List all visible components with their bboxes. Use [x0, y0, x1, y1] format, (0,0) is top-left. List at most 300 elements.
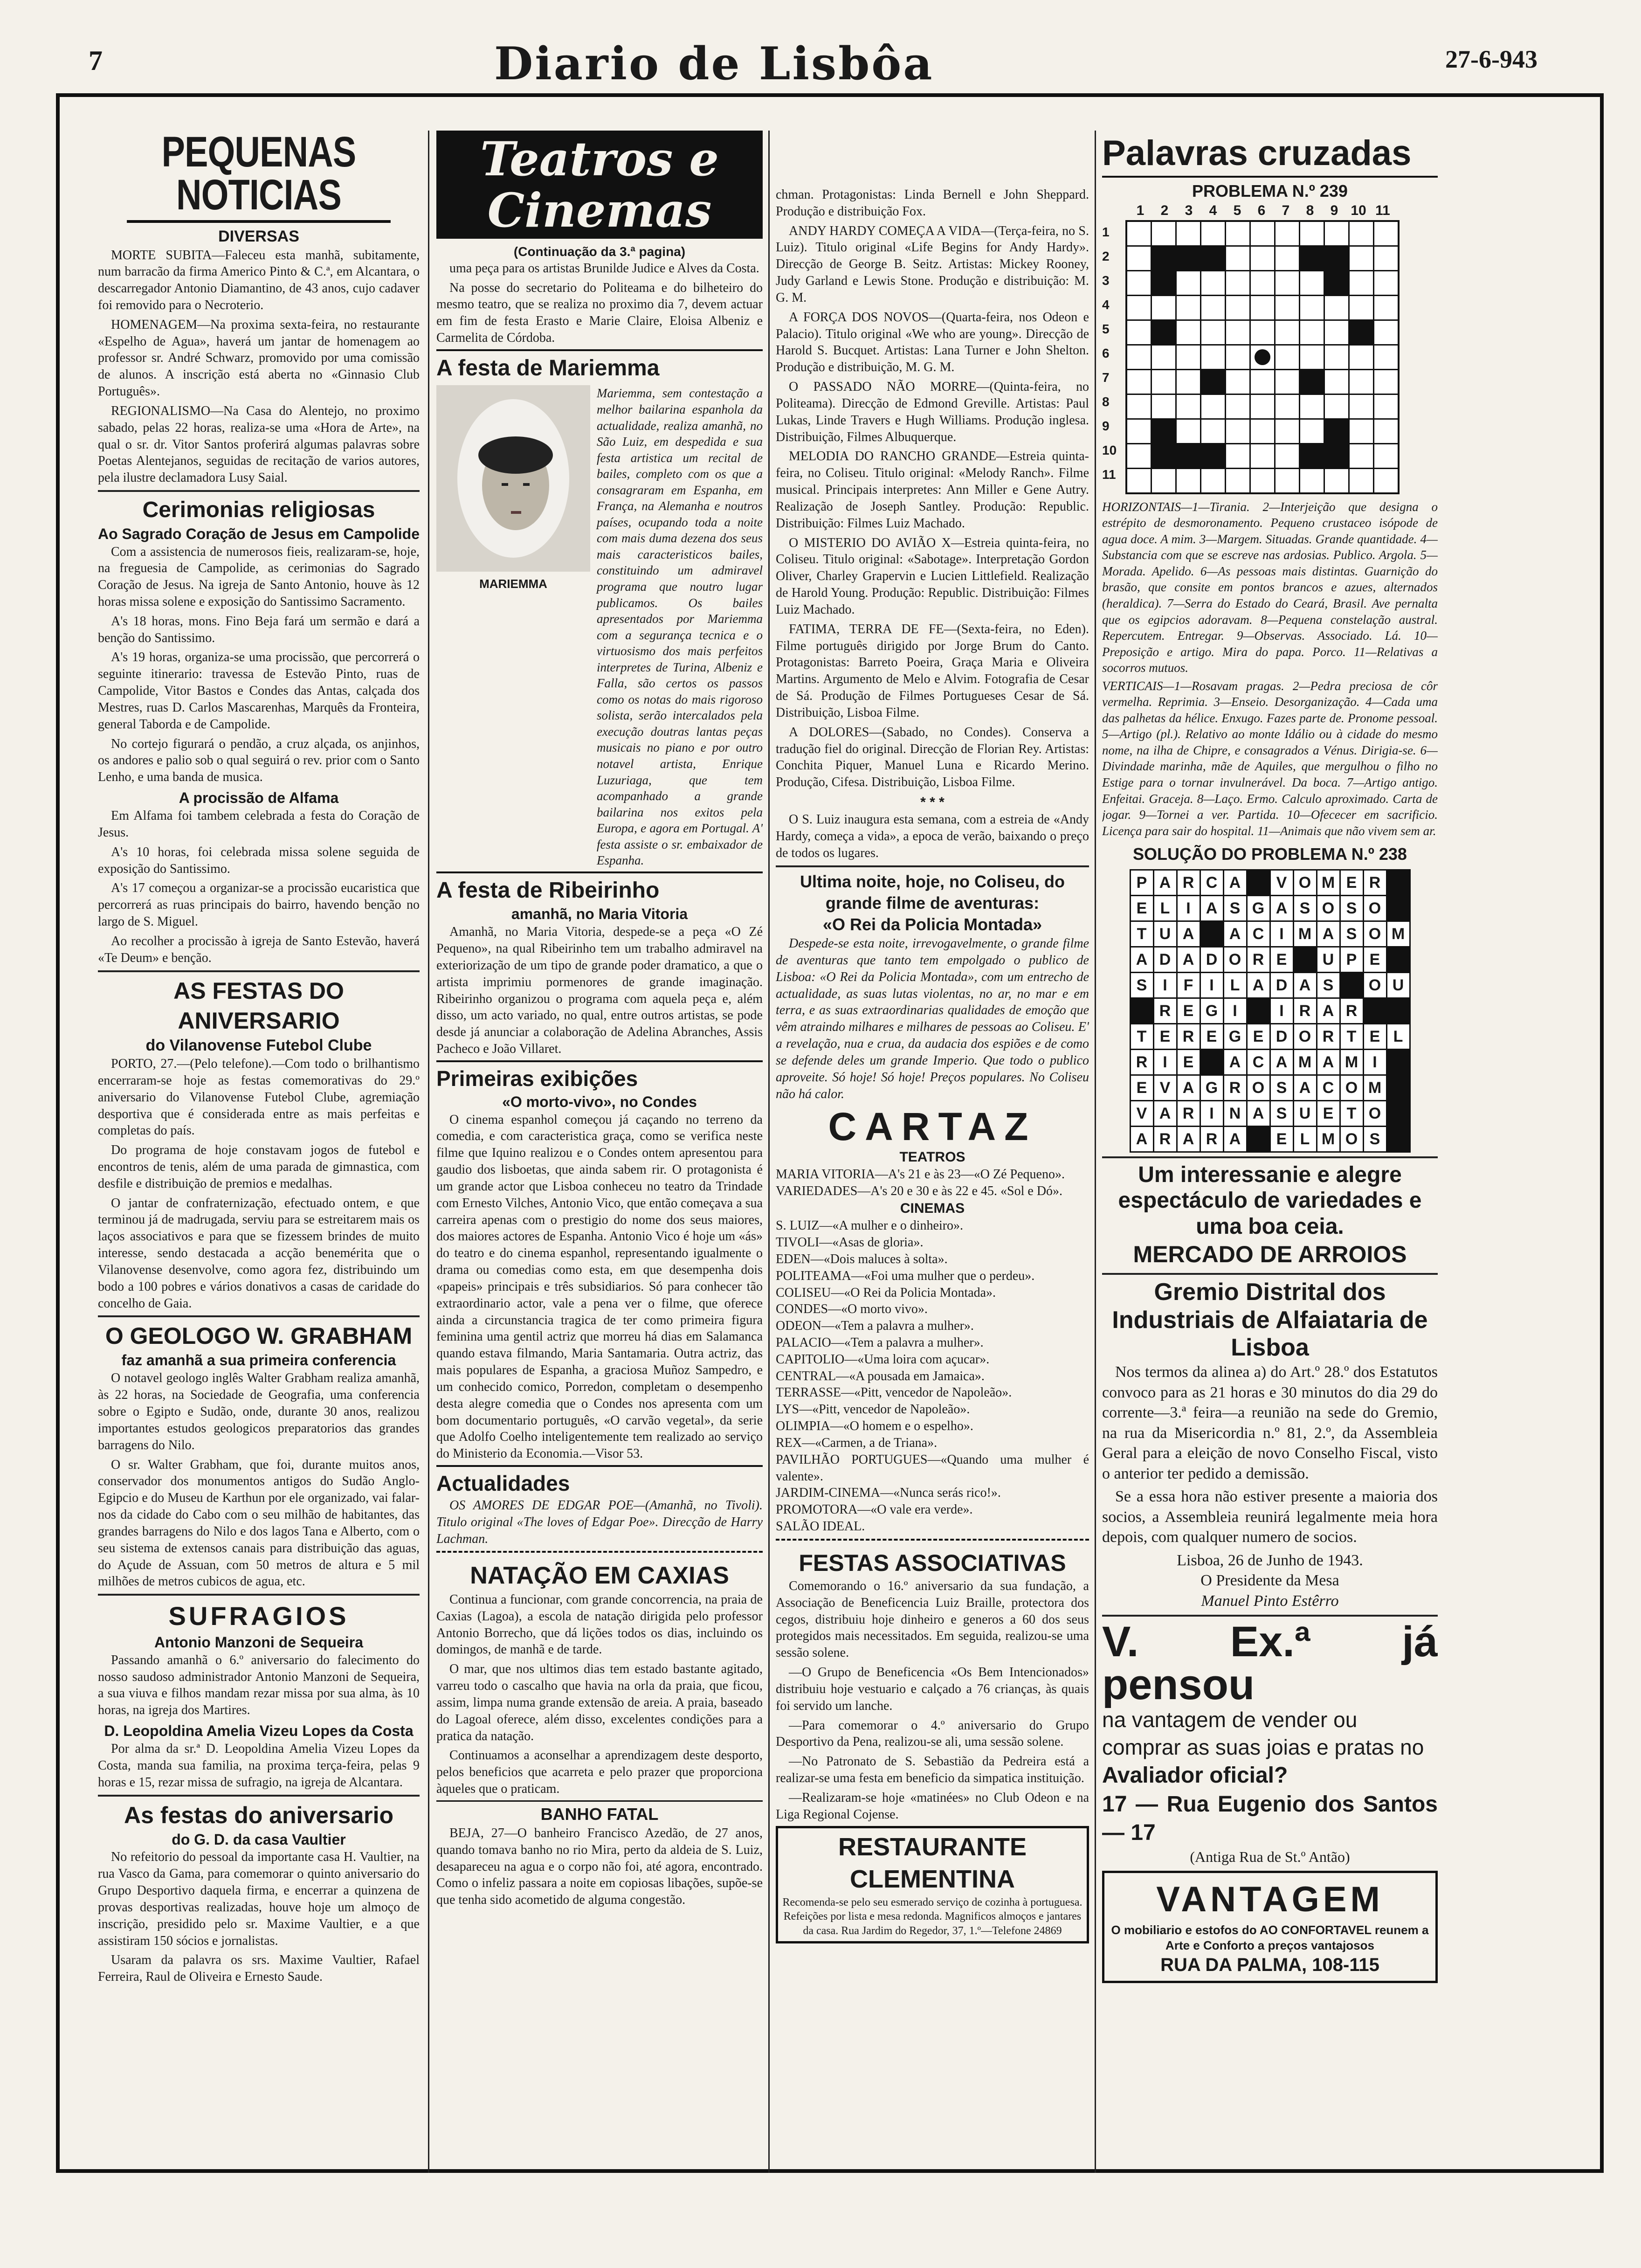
solution-cell: [1386, 946, 1411, 973]
crossword-cell: [1251, 469, 1274, 492]
article-headline: AS FESTAS DO ANIVERSARIO: [173, 977, 344, 1034]
solution-cell: A: [1223, 1049, 1248, 1076]
column-number: 2: [1160, 203, 1169, 219]
solution-cell: S: [1316, 972, 1341, 999]
solution-cell: [1246, 1126, 1271, 1153]
solution-cell: [1246, 869, 1271, 896]
listing-item: SALÃO IDEAL.: [776, 1519, 865, 1534]
divider: [1102, 1156, 1438, 1158]
crossword-cell: [1276, 469, 1299, 492]
solution-cell: A: [1176, 1074, 1201, 1101]
solution-cell: R: [1153, 997, 1178, 1024]
notice-paragraph: Nos termos da alinea a) do Art.º 28.º dos Estatutos convoco para as 21 horas e 30 minutos do dia 29 do corrente—3.ª feira—a reunião na sede do Gremio, na rua da Misericordia n.º 81, 2.º, da Assembleia Geral para a eleição de novo Conselho Fiscal, visto o anterior ter pedido a demissão.: [1102, 1363, 1438, 1482]
listing-item: EDEN—«Dois maluces à solta».: [776, 1252, 948, 1266]
article-paragraph: O mar, que nos ultimos dias tem estado bastante agitado, varreu todo o cascalho que havia na orla da praia, que ficou, assim, limpa numa grande extensão de areia. A praia, baseado do Lagoal oferece, além disso, excelentes condições para a pratica da natação.: [436, 1662, 763, 1743]
row-number: 11: [1102, 467, 1116, 482]
crossword-cell: [1127, 222, 1151, 245]
listing-item: COLISEU—«O Rei da Policia Montada».: [776, 1285, 996, 1300]
solution-cell: A: [1176, 920, 1201, 947]
divider: [436, 1551, 763, 1556]
crossword-cell: [1201, 271, 1225, 295]
crossword-cell: [1127, 469, 1151, 492]
solution-cell: S: [1363, 1126, 1387, 1153]
article-paragraph: Comemorando o 16.º aniversario da sua fundação, a Associação de Beneficencia Luiz Braille, protectora dos cegos, distribuiu hoje dinheiro e generos a 60 dos seus protegidos mais necessitados. Em seguida, realizou-se uma sessão solene.: [776, 1578, 1089, 1660]
crossword-cell: [1325, 321, 1348, 344]
solution-cell: R: [1200, 1126, 1224, 1153]
article-subheadline: Ao Sagrado Coração de Jesus em Campolide: [98, 525, 420, 542]
solution-cell: R: [1223, 1074, 1248, 1101]
solution-cell: [1386, 997, 1411, 1024]
solution-cell: [1293, 946, 1317, 973]
crossword-cell: [1276, 321, 1299, 344]
crossword-cell: [1226, 395, 1249, 418]
solution-cell: E: [1339, 869, 1364, 896]
film-entry: ANDY HARDY COMEÇA A VIDA—(Terça-feira, no S. Luiz). Titulo original «Life Begins for Andy Hardy». Direcção de George B. Seitz. Artistas: Mickey Rooney, Judy Garland e Lewis Stone. Produção e distribuição: M. G. M.: [776, 223, 1089, 305]
article-paragraph: —O Grupo de Beneficencia «Os Bem Intencionados» distribuiu hoje vestuario e calçado a 76 crianças, às quais foi servido um lanche.: [776, 1665, 1089, 1713]
cartaz-subtitle: TEATROS: [899, 1149, 965, 1165]
solution-cell: E: [1153, 1023, 1178, 1050]
solution-cell: N: [1223, 1100, 1248, 1127]
solution-cell: A: [1223, 1126, 1248, 1153]
solution-cell: O: [1363, 972, 1387, 999]
row-number: 6: [1102, 346, 1110, 360]
column-number: 4: [1209, 203, 1217, 219]
column-divider: [428, 131, 429, 2173]
article-paragraph: A's 17 começou a organizar-se a procissão eucaristica que percorrerá as ruas principais do bairro, havendo benção no largo de S. Miguel.: [98, 881, 420, 929]
solution-cell: O: [1316, 895, 1341, 922]
solution-cell: T: [1130, 920, 1154, 947]
listing-item: LYS—«Pitt, vencedor de Napoleão».: [776, 1402, 970, 1417]
solution-cell: O: [1223, 946, 1248, 973]
solution-cell: S: [1339, 895, 1364, 922]
solution-cell: R: [1153, 1126, 1178, 1153]
crossword-cell: [1300, 370, 1324, 394]
crossword-cell: [1152, 296, 1175, 319]
solution-cell: L: [1386, 1023, 1411, 1050]
crossword-cell: [1325, 444, 1348, 468]
solution-cell: O: [1363, 920, 1387, 947]
listing-item: VARIEDADES—A's 20 e 30 e às 22 e 45. «Sol e Dó».: [776, 1183, 1063, 1198]
article-paragraph: A's 19 horas, organiza-se uma procissão, que percorrerá o seguinte itinerario: travessa de Estevão Pinto, ruas de Campolide, Vitor Bastos e Condes das Antas, calçada dos Mestres, ruas D. Carlos Mascarenhas, Marquês da Fronteira, general Taborda e de Campolide.: [98, 650, 420, 732]
solution-cell: T: [1339, 1023, 1364, 1050]
solution-cell: S: [1293, 895, 1317, 922]
solution-cell: A: [1176, 946, 1201, 973]
solution-cell: T: [1130, 1023, 1154, 1050]
solution-title: SOLUÇÃO DO PROBLEMA N.º 238: [1133, 844, 1407, 864]
crossword-cell: [1350, 395, 1373, 418]
column-divider: [768, 131, 770, 2173]
crossword-cell: [1374, 222, 1398, 245]
divider: [776, 1539, 1089, 1544]
listing-item: MARIA VITORIA—A's 21 e às 23—«O Zé Pequeno».: [776, 1167, 1065, 1182]
photo-block: [436, 385, 590, 868]
solution-cell: R: [1363, 869, 1387, 896]
divider: [776, 865, 1089, 867]
solution-cell: G: [1246, 895, 1271, 922]
puzzle-area: [1102, 220, 1438, 494]
film-entry: O MISTERIO DO AVIÃO X—Estreia quinta-feira, no Coliseu. Titulo original: «Sabotage». Interpretação Gordon Oliver, Charley Grapervin e Lucien Littlefield. Realização de Harold Young. Produção: Republic. Distribuição: Filmes Luiz Machado.: [776, 535, 1089, 617]
issue-date: 27-6-943: [1445, 45, 1538, 73]
divider: [1102, 1615, 1438, 1617]
solution-cell: M: [1363, 1074, 1387, 1101]
crossword-cell: [1251, 395, 1274, 418]
solution-cell: O: [1363, 1100, 1387, 1127]
solution-cell: L: [1153, 895, 1178, 922]
solution-cell: D: [1153, 946, 1178, 973]
crossword-cell: [1127, 395, 1151, 418]
solution-cell: R: [1293, 997, 1317, 1024]
crossword-cell: [1201, 321, 1225, 344]
solution-cell: D: [1269, 972, 1294, 999]
mariemma-block: [436, 385, 763, 868]
crossword-cell: [1152, 370, 1175, 394]
article-paragraph: Usaram da palavra os srs. Maxime Vaultier, Rafael Ferreira, Raul de Oliveira e Ernesto Saude.: [98, 1953, 420, 1984]
crossword-cell: [1226, 370, 1249, 394]
crossword-cell: [1251, 271, 1274, 295]
solution-cell: [1386, 1100, 1411, 1127]
crossword-cell: [1350, 444, 1373, 468]
solution-cell: V: [1269, 869, 1294, 896]
solution-cell: E: [1130, 895, 1154, 922]
article-paragraph: MORTE SUBITA—Faleceu esta manhã, subitamente, num barracão da firma Americo Pinto & C.ª, em Alcantara, o descarregador Antonio Diamantino, de 43 anos, cujo cadaver foi removido para o Necroterio.: [98, 248, 420, 312]
crossword-cell: [1300, 271, 1324, 295]
film-entry: MELODIA DO RANCHO GRANDE—Estreia quinta-feira, no Coliseu. Titulo original: «Melody Ranch». Filme musical. Principais interpretes: Ann Miller e Gene Autry. Realização de Joseph Santley. Produção: Republic. Distribuição: Filmes Luiz Machado.: [776, 449, 1089, 531]
row-number: 4: [1102, 297, 1110, 312]
solution-cell: M: [1339, 1049, 1364, 1076]
solution-cell: I: [1200, 972, 1224, 999]
ad-headline: V. Ex.ª já pensou: [1102, 1618, 1438, 1709]
solution-cell: A: [1153, 869, 1178, 896]
solution-cell: [1386, 869, 1411, 896]
article-headline: SUFRAGIOS: [168, 1601, 349, 1631]
crossword-cell: [1177, 444, 1200, 468]
row-number: 10: [1102, 443, 1117, 457]
article-headline: BANHO FATAL: [436, 1800, 763, 1825]
crossword-cell: [1276, 370, 1299, 394]
solution-cell: R: [1316, 1023, 1341, 1050]
listing-item: OLIMPIA—«O homem e o espelho».: [776, 1419, 973, 1434]
crossword-cell: [1226, 271, 1249, 295]
crossword-cell: [1350, 222, 1373, 245]
article-headline: Primeiras exibições: [436, 1060, 763, 1093]
article-subheadline: faz amanhã a sua primeira conferencia: [121, 1352, 396, 1369]
crossword-cell: [1325, 346, 1348, 369]
crossword-cell: [1177, 321, 1200, 344]
crossword-cell: [1226, 444, 1249, 468]
article-paragraph: O sr. Walter Grabham, que foi, durante muitos anos, conservador dos monumentos antigos do Sudão Anglo-Egipcio e do Museu de Karthun por ele organizado, vai falar-nos da cidade do Cabo com o seu milhão de habitantes, das grandes barragens do Nilo e dos lagos Tana e Alberto, com o seu sistema de extensos canais para distribuição das aguas, do Açude de Assuan, com 50 metros de altura e 5 mil milhões de metros cubicos de agua, etc.: [98, 1457, 420, 1589]
notice-date: Lisboa, 26 de Junho de 1943.: [1177, 1551, 1363, 1569]
crossword-cell: [1325, 296, 1348, 319]
column-number: 10: [1351, 203, 1366, 219]
column-number: 11: [1375, 203, 1390, 219]
solution-cell: A: [1316, 997, 1341, 1024]
solution-cell: E: [1363, 1023, 1387, 1050]
article-paragraph: —No Patronato de S. Sebastião da Pedreira está a realizar-se uma festa em beneficio da simpatica instituição.: [776, 1754, 1089, 1786]
film-entry: A DOLORES—(Sabado, no Condes). Conserva a tradução fiel do original. Direcção de Florian Rey. Artistas: Conchita Piquer, Manuel Luna e Ricardo Merino. Produção, Cifesa. Distribuição, Lisboa Filme.: [776, 725, 1089, 790]
article-paragraph: BEJA, 27—O banheiro Francisco Azedão, de 27 anos, quando tomava banho no rio Mira, perto da aldeia de S. Luiz, desapareceu na agua e o corpo não foi, até agora, encontrado. Como o infeliz passara a noite em copiosas libações, supõe-se que tenha sido acometido de alguma congestão.: [436, 1825, 763, 1908]
crossword-cell: [1152, 247, 1175, 270]
crossword-cell: [1152, 395, 1175, 418]
article-paragraph: Em Alfama foi tambem celebrada a festa do Coração de Jesus.: [98, 809, 420, 840]
crossword-cell: [1325, 222, 1348, 245]
crossword-cell: [1201, 296, 1225, 319]
crossword-cell: [1374, 469, 1398, 492]
row-number: 2: [1102, 249, 1110, 263]
listing-item: JARDIM-CINEMA—«Nunca serás rico!».: [776, 1486, 1001, 1500]
article-paragraph: OS AMORES DE EDGAR POE—(Amanhã, no Tivoli). Titulo original «The loves of Edgar Poe». Direcção de Harry Lachman.: [436, 1498, 763, 1546]
solution-cell: E: [1316, 1100, 1341, 1127]
ad-arroios: MERCADO DE ARROIOS: [1133, 1241, 1407, 1267]
article-paragraph: No cortejo figurará o pendão, a cruz alçada, os anjinhos, os andores e palio sob o qual seguirá o rev. prior com o Santo Lenho, e uma banda de musica.: [98, 736, 420, 785]
listing-item: CAPITOLIO—«Uma loira com açucar».: [776, 1352, 990, 1367]
divider: [98, 1594, 420, 1596]
crossword-cell: [1201, 370, 1225, 394]
solution-cell: E: [1246, 1023, 1271, 1050]
solution-cell: I: [1153, 1049, 1178, 1076]
divider: [98, 490, 420, 492]
crossword-cell: [1300, 420, 1324, 443]
crossword-cell: [1350, 346, 1373, 369]
article-paragraph: HOMENAGEM—Na proxima sexta-feira, no restaurante «Espelho de Agua», haverá um jantar de homenagem ao professor sr. André Schwarz, promovido por uma comissão de alunos. A inscrição está aberta no «Ginnasio Club Português».: [98, 317, 420, 399]
crossword-cell: [1325, 271, 1348, 295]
column-number: 7: [1282, 203, 1290, 219]
crossword-cell: [1152, 321, 1175, 344]
crossword-cell: [1300, 346, 1324, 369]
solution-cell: C: [1316, 1074, 1341, 1101]
crossword-cell: [1201, 395, 1225, 418]
crossword-cell: [1300, 222, 1324, 245]
article-paragraph: O cinema espanhol começou já caçando no terreno da comedia, e com caracteristica graça, como se verifica neste filme que Iquino realizou e o Condes ontem apresentou para gaudio dos lisboetas, que ainda sabem rir. O protagonista é um grande actor que Lisboa conheceu no teatro da Trindade com Ernesto Vilches, Antonio Vico, que então começava a sua carreira apenas com o prestigio do nome dos seus maiores, dos maiores actores de Espanha. Antonio Vico é hoje um «ás» do teatro e do cinema espanhol, representando igualmente o drama ou comedias como esta, em que desempenha dois «papeis» principais e três subsidiarios. Só para conhecer tão extraordinario actor, vale a pena ver o filme, que oferece ainda a circunstancia tragica de ter como primeira figura feminina uma gentil actriz que morreu há dias em Salamanca quando estava filmando, Maria Santamaria. Outra actriz, das mais populares de Espanha, a graciosa Muñoz Sampedro, e um conhecido comico, Porredon, completam o desempenho desta alegre comedia que o Condes nos apresenta com um bom documentario português, «O carvão vegetal», da serie que Adolfo Coelho inteligentemente tem realizado ao serviço do Ministerio da Economia.—Visor 53.: [436, 1112, 763, 1461]
section-header: Palavras cruzadas: [1102, 131, 1438, 178]
crossword-cell: [1374, 420, 1398, 443]
solution-cell: [1200, 920, 1224, 947]
crossword-cell: [1201, 222, 1225, 245]
crossword-cell: [1350, 296, 1373, 319]
crossword-cell: [1201, 247, 1225, 270]
solution-cell: G: [1200, 997, 1224, 1024]
crossword-cell: [1152, 271, 1175, 295]
film-entry: O PASSADO NÃO MORRE—(Quinta-feira, no Politeama). Direcção de Edmond Greville. Artistas: Paul Lukas, Linde Travers e Hugh Williams. Produção inglesa. Distribuição, Filmes Albuquerque.: [776, 380, 1089, 444]
film-entry: chman. Protagonistas: Linda Bernell e John Sheppard. Produção e distribuição Fox.: [776, 187, 1089, 219]
listing-item: PAVILHÃO PORTUGUES—«Quando uma mulher é valente».: [776, 1452, 1089, 1484]
notice-paragraph: Se a essa hora não estiver presente a maioria dos socios, a Assembleia reunirá legalmente meia hora depois, com qualquer numero de socios.: [1102, 1488, 1438, 1546]
continuation-note: (Continuação da 3.ª pagina): [513, 244, 686, 259]
crossword-cell: [1325, 247, 1348, 270]
article-paragraph: —Para comemorar o 4.º aniversario do Grupo Desportivo da Pena, realizou-se ali, uma sessão solene.: [776, 1718, 1089, 1749]
solution-cell: E: [1130, 1074, 1154, 1101]
solution-cell: I: [1269, 920, 1294, 947]
crossword-cell: [1152, 222, 1175, 245]
solution-cell: A: [1246, 972, 1271, 999]
solution-cell: O: [1339, 1126, 1364, 1153]
crossword-cell: [1350, 271, 1373, 295]
solution-cell: M: [1293, 920, 1317, 947]
clues-vertical: VERTICAIS—1—Rosavam pragas. 2—Pedra preciosa de côr vermelha. Reprimia. 3—Enseio. Desorganização. 4—Cada uma das palhetas da hélice. Enxugo. Fazes parte de. Pronome pessoal. 5—Artigo (pl.). Relativo ao monte Idálio ou à cidade do mesmo nome, na ilha de Chipre, e consagrados a Vénus. Dirigia-se. 6—Divindade marinha, mãe de Aquiles, que mergulhou o filho no Estige para o tornar invulnerável. Da boca. 7—Artigo antigo. Enfeitai. Graceja. 8—Laço. Ermo. Calculo aproximado. Carta de jogar. 9—Tornei a ver. Partida. 10—Ofececer em sacrificio. Licença para sair do hospital. 11—Animais que não vivem sem ar.: [1102, 678, 1438, 838]
solution-cell: E: [1269, 1126, 1294, 1153]
solution-cell: R: [1246, 946, 1271, 973]
article-paragraph: O jantar de confraternização, efectuado ontem, e que terminou já de madrugada, serviu para se estreitarem mais os laços associativos e para que se fizessem brindes de muito interesse, sendo destacada a acção benemérita que o Vilanovense desenvolve, como agora fez, distribuindo um bodo a 100 pobres e vários donativos a casas de caridade do concelho de Gaia.: [98, 1196, 420, 1311]
solution-cell: P: [1130, 869, 1154, 896]
crossword-cell: [1177, 469, 1200, 492]
column-teatros: [436, 131, 763, 2154]
crossword-cell: [1251, 346, 1274, 369]
solution-cell: A: [1316, 920, 1341, 947]
solution-cell: O: [1363, 895, 1387, 922]
listing-item: CONDES—«O morto vivo».: [776, 1302, 928, 1317]
solution-cell: T: [1339, 1100, 1364, 1127]
solution-cell: O: [1246, 1074, 1271, 1101]
crossword-cell: [1177, 247, 1200, 270]
solution-cell: O: [1293, 869, 1317, 896]
row-numbers: [1102, 220, 1125, 494]
crossword-cell: [1226, 222, 1249, 245]
crossword-cell: [1177, 395, 1200, 418]
solution-cell: R: [1176, 1023, 1201, 1050]
solution-cell: M: [1293, 1049, 1317, 1076]
solution-grid: [1130, 870, 1410, 1152]
crossword-cell: [1152, 346, 1175, 369]
listing-item: PALACIO—«Tem a palavra a mulher».: [776, 1335, 984, 1350]
solution-cell: I: [1153, 972, 1178, 999]
solution-cell: C: [1246, 1049, 1271, 1076]
crossword-cell: [1127, 321, 1151, 344]
solution-cell: R: [1339, 997, 1364, 1024]
crossword-cell: [1251, 420, 1274, 443]
crossword-cell: [1201, 420, 1225, 443]
crossword-cell: [1226, 247, 1249, 270]
crossword-cell: [1325, 420, 1348, 443]
row-number: 5: [1102, 321, 1110, 336]
crossword-cell: [1226, 346, 1249, 369]
crossword-cell: [1350, 420, 1373, 443]
solution-cell: M: [1316, 869, 1341, 896]
crossword-grid: [1125, 220, 1400, 494]
article-subheadline: do Vilanovense Futebol Clube: [145, 1036, 372, 1054]
solution-cell: S: [1339, 920, 1364, 947]
article-paragraph: Continuamos a aconselhar a aprendizagem deste desporto, pelos beneficios que acarreta e pelo prazer que proporciona àqueles que o praticam.: [436, 1748, 763, 1797]
crossword-cell: [1325, 395, 1348, 418]
solution-cell: I: [1223, 997, 1248, 1024]
listing-item: CENTRAL—«A pousada em Jamaica».: [776, 1369, 985, 1383]
article-paragraph: Continua a funcionar, com grande concorrencia, na praia de Caxias (Lagoa), a escola de natação dirigida pelo professor Antonio Borrecho, que dá lições todos os dias, incluindo os domingos, de manhã e de tarde.: [436, 1592, 763, 1657]
crossword-cell: [1325, 469, 1348, 492]
crossword-cell: [1127, 296, 1151, 319]
listing-item: TIVOLI—«Asas de gloria».: [776, 1235, 924, 1250]
article-paragraph: PORTO, 27.—(Pelo telefone).—Com todo o brilhantismo encerraram-se hoje as festas comemorativas do 29.º aniversario do Vilanovense Futebol Clube, agremiação desportiva que é considerada entre as mais perfeitas e completas do país.: [98, 1057, 420, 1138]
solution-cell: A: [1246, 1100, 1271, 1127]
crossword-cell: [1374, 321, 1398, 344]
row-number: 3: [1102, 273, 1110, 288]
article-headline: A festa de Mariemma: [436, 349, 763, 382]
crossword-cell: [1276, 247, 1299, 270]
solution-cell: E: [1363, 946, 1387, 973]
article-subheadline: «O Rei da Policia Montada»: [822, 915, 1042, 934]
notice-signature: Manuel Pinto Estêrro: [1201, 1592, 1339, 1610]
crossword-cell: [1276, 444, 1299, 468]
column-number: 5: [1233, 203, 1241, 219]
row-number: 1: [1102, 224, 1110, 239]
article-headline: Ultima noite, hoje, no Coliseu, do grande filme de aventuras:: [800, 871, 1065, 913]
section-header: PEQUENAS NOTICIAS: [127, 131, 391, 223]
solution-cell: A: [1223, 869, 1248, 896]
solution-cell: A: [1269, 895, 1294, 922]
notice-title: Gremio Distrital dos Industriais de Alfaiataria de Lisboa: [1112, 1278, 1428, 1362]
ad-vantagem: [1102, 1871, 1438, 1983]
notice-signature: O Presidente da Mesa: [1200, 1572, 1339, 1590]
crossword-cell: [1374, 444, 1398, 468]
solution-cell: U: [1153, 920, 1178, 947]
solution-cell: A: [1316, 1049, 1341, 1076]
ad-restaurante: [776, 1826, 1089, 1943]
solution-cell: S: [1223, 895, 1248, 922]
crossword-cell: [1201, 444, 1225, 468]
divider: [98, 1315, 420, 1317]
row-number: 9: [1102, 418, 1110, 433]
solution-cell: O: [1339, 1074, 1364, 1101]
crossword-cell: [1350, 321, 1373, 344]
cartaz-subtitle: CINEMAS: [900, 1200, 965, 1216]
solution-cell: P: [1339, 946, 1364, 973]
article-paragraph: uma peça para os artistas Brunilde Judice e Alves da Costa.: [449, 261, 759, 276]
solution-cell: S: [1269, 1100, 1294, 1127]
crossword-cell: [1177, 420, 1200, 443]
ad-interessante: Um interessanie e alegre espectáculo de variedades e uma boa ceia.: [1118, 1162, 1422, 1239]
banner-spacer: [776, 131, 1089, 187]
solution-cell: [1386, 895, 1411, 922]
solution-cell: U: [1386, 972, 1411, 999]
crossword-cell: [1300, 296, 1324, 319]
column-cruzadas: [1102, 131, 1438, 2154]
solution-cell: D: [1200, 946, 1224, 973]
article-paragraph: A's 18 horas, mons. Fino Beja fará um sermão e dará a benção do Santissimo.: [98, 614, 420, 645]
article-paragraph: Do programa de hoje constavam jogos de futebol e encontros de tenis, além de uma parada de gimnastica, com desfile e distribuição de premios e medalhas.: [98, 1143, 420, 1191]
solution-cell: E: [1176, 1049, 1201, 1076]
crossword-cell: [1251, 321, 1274, 344]
solution-cell: M: [1316, 1126, 1341, 1153]
crossword-cell: [1177, 271, 1200, 295]
solution-cell: E: [1176, 997, 1201, 1024]
solution-cell: A: [1200, 895, 1224, 922]
crossword-cell: [1127, 271, 1151, 295]
column-number: 1: [1136, 203, 1145, 219]
column-numbers: [1128, 202, 1438, 220]
article-headline: FESTAS ASSOCIATIVAS: [799, 1549, 1066, 1576]
article-paragraph: Com a assistencia de numerosos fieis, realizaram-se, hoje, na freguesia de Campolide, as cerimonias do Sagrado Coração de Jesus. Na igreja de Santo Antonio, houve às 12 horas missa solene e exposição do Santissimo Sacramento.: [98, 544, 420, 609]
solution-cell: R: [1176, 1100, 1201, 1127]
solution-cell: G: [1200, 1074, 1224, 1101]
crossword-cell: [1374, 271, 1398, 295]
solution-cell: [1246, 997, 1271, 1024]
subsection-title: DIVERSAS: [218, 228, 299, 245]
cartaz-title: CARTAZ: [828, 1105, 1037, 1149]
solution-cell: A: [1130, 1126, 1154, 1153]
ad-text: na vantagem de vender ou: [1102, 1708, 1358, 1732]
solution-cell: A: [1223, 920, 1248, 947]
ad-text: O mobiliario e estofos do AO CONFORTAVEL reunem a Arte e Conforto a preços vantajosos: [1111, 1922, 1429, 1952]
crossword-cell: [1251, 370, 1274, 394]
article-paragraph: Amanhã, no Maria Vitoria, despede-se a peça «O Zé Pequeno», na qual Ribeirinho tem um trabalho admiravel na exteriorização de um tipo de grande poder dramatico, a que o artista imprimiu pormenores de grande imaginação. Ribeirinho organizou o programa com aquela peça e, além disso, um acto variado, no qual, entre outros artistas, se pode desde já anunciar a colaboração de Adelina Abranches, Assis Pacheco e João Villaret.: [436, 925, 763, 1056]
article-paragraph: Mariemma, sem contestação a melhor bailarina espanhola da actualidade, realiza amanhã, no São Luiz, em despedida e sua festa artistica um recital de bailes, completo com os que a consagraram em Espanha, em França, na Alemanha e noutros países, ocupando toda a noite com mais duma dezena dos seus mais caracteristicos bailes, constituindo um admiravel programa que noutro lugar publicamos. Os bailes apresentados por Mariemma com a segurança tecnica e o virtuosismo dos mais perfeitos interpretes de Turina, Albeniz e Falla, são certos os passos como os notas do mais rigoroso solista, serão intercalados pela execução doutras lantas peças musicais no piano e por outro notavel artista, Enrique Luzuriaga, que tem acompanhado a grande bailarina nos exitos pela Europa, e agora em Portugal. A' festa assiste o sr. embaixador de Espanha.: [597, 386, 763, 868]
solution-cell: A: [1130, 946, 1154, 973]
crossword-cell: [1127, 370, 1151, 394]
crossword-cell: [1201, 469, 1225, 492]
article-paragraph: O S. Luiz inaugura esta semana, com a estreia de «Andy Hardy, começa a vida», a epoca de verão, baixando o preço de todos os lugares.: [776, 812, 1089, 861]
article-headline: As festas do aniversario: [124, 1802, 394, 1828]
crossword-cell: [1152, 420, 1175, 443]
solution-cell: [1130, 997, 1154, 1024]
listing-item: POLITEAMA—«Foi uma mulher que o perdeu».: [776, 1268, 1035, 1283]
crossword-cell: [1152, 444, 1175, 468]
